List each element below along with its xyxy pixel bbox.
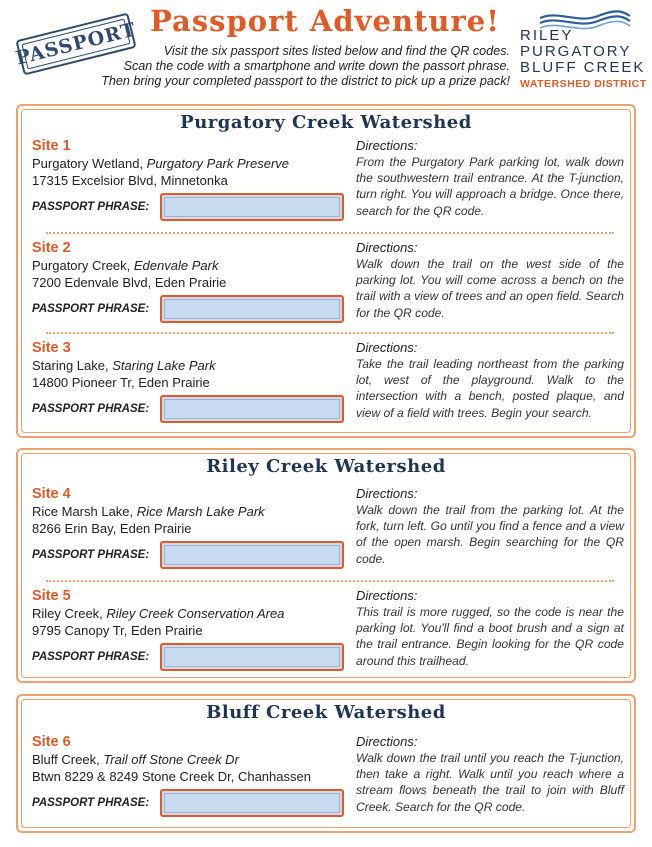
site-name: Purgatory Wetland, Purgatory Park Preserve bbox=[32, 156, 290, 171]
page-header bbox=[0, 0, 652, 100]
section-title: Purgatory Creek Watershed bbox=[180, 112, 472, 133]
phrase-label: PASSPORT PHRASE: bbox=[32, 201, 150, 213]
site-info bbox=[32, 486, 352, 537]
intro-text bbox=[60, 44, 510, 89]
park-name: Trail off Stone Creek Dr bbox=[103, 752, 239, 767]
phrase-row bbox=[32, 294, 344, 324]
site-label: Site 5 bbox=[32, 588, 71, 604]
site-name: Bluff Creek, Trail off Stone Creek Dr bbox=[32, 752, 239, 767]
phrase-label: PASSPORT PHRASE: bbox=[32, 651, 150, 663]
site-info bbox=[32, 734, 352, 785]
phrase-row bbox=[32, 192, 344, 222]
site-info bbox=[32, 340, 352, 391]
site-directions bbox=[356, 734, 624, 815]
section-riley-creek bbox=[16, 448, 636, 683]
directions-text: Walk down the trail until you reach the T-junction, then take a right. Walk until you reach where a stream flows beneath the trail to join with Bluff Creek. Search for the QR code. bbox=[356, 751, 624, 814]
phrase-label: PASSPORT PHRASE: bbox=[32, 549, 150, 561]
site-name: Riley Creek, Riley Creek Conservation Area bbox=[32, 606, 285, 621]
site-directions bbox=[356, 486, 624, 567]
site-info bbox=[32, 240, 352, 291]
logo-purgatory: PURGATORY bbox=[520, 43, 632, 60]
phrase-box bbox=[160, 395, 344, 423]
park-name: Purgatory Park Preserve bbox=[146, 156, 290, 171]
logo-bluff-creek: BLUFF CREEK bbox=[520, 59, 646, 76]
passport-phrase-input[interactable] bbox=[164, 399, 340, 419]
directions-label: Directions: bbox=[356, 486, 418, 501]
section-bluff-creek bbox=[16, 694, 636, 833]
site-directions bbox=[356, 138, 624, 219]
phrase-box bbox=[160, 193, 344, 221]
directions-text: Walk down the trail from the parking lot. At the fork, turn left. Go until you find a fence and a view of the open marsh. Begin searching for the QR code. bbox=[356, 503, 624, 566]
site-address: 8266 Erin Bay, Eden Prairie bbox=[32, 521, 192, 536]
page-title: Passport Adventure! bbox=[150, 4, 500, 38]
site-name: Staring Lake, Staring Lake Park bbox=[32, 358, 216, 373]
intro-line: Visit the six passport sites listed below and find the QR codes. bbox=[163, 44, 510, 58]
site-address: 9795 Canopy Tr, Eden Prairie bbox=[32, 623, 203, 638]
directions-text: This trail is more rugged, so the code is near the parking lot. You'll find a boot brush and a sign at the trail entrance. Begin looking for the QR code around this trailhead. bbox=[356, 605, 624, 668]
site-info bbox=[32, 138, 352, 189]
section-title: Bluff Creek Watershed bbox=[206, 702, 446, 723]
site-name: Purgatory Creek, Edenvale Park bbox=[32, 258, 219, 273]
section-purgatory-creek bbox=[16, 104, 636, 438]
logo-subtitle: WATERSHED DISTRICT bbox=[520, 78, 647, 90]
site-address: 7200 Edenvale Blvd, Eden Prairie bbox=[32, 275, 227, 290]
park-name: Staring Lake Park bbox=[112, 358, 216, 373]
phrase-box bbox=[160, 789, 344, 817]
directions-label: Directions: bbox=[356, 240, 418, 255]
divider bbox=[46, 232, 614, 234]
phrase-row bbox=[32, 642, 344, 672]
directions-text: From the Purgatory Park parking lot, walk down the southwestern trail entrance. At the T-junction, turn right. You will approach a bridge. Once there, search for the QR code. bbox=[356, 155, 624, 218]
phrase-label: PASSPORT PHRASE: bbox=[32, 403, 150, 415]
park-name: Riley Creek Conservation Area bbox=[106, 606, 285, 621]
site-address: 17315 Excelsior Blvd, Minnetonka bbox=[32, 173, 228, 188]
site-address: 14800 Pioneer Tr, Eden Prairie bbox=[32, 375, 210, 390]
directions-label: Directions: bbox=[356, 588, 418, 603]
phrase-label: PASSPORT PHRASE: bbox=[32, 797, 150, 809]
district-logo bbox=[516, 8, 647, 96]
directions-text: Walk down the trail on the west side of the parking lot. You will come across a bench on the trail with a view of trees and an open field. Search for the QR code. bbox=[356, 257, 624, 320]
site-label: Site 4 bbox=[32, 486, 71, 502]
site-directions bbox=[356, 588, 624, 669]
site-directions bbox=[356, 240, 624, 321]
phrase-label: PASSPORT PHRASE: bbox=[32, 303, 150, 315]
passport-phrase-input[interactable] bbox=[164, 197, 340, 217]
site-label: Site 3 bbox=[32, 340, 71, 356]
site-label: Site 2 bbox=[32, 240, 71, 256]
phrase-row bbox=[32, 394, 344, 424]
intro-line: Then bring your completed passport to the district to pick up a prize pack! bbox=[101, 74, 510, 88]
park-name: Edenvale Park bbox=[133, 258, 219, 273]
phrase-box bbox=[160, 541, 344, 569]
site-label: Site 1 bbox=[32, 138, 71, 154]
logo-riley: RILEY bbox=[520, 27, 574, 44]
passport-phrase-input[interactable] bbox=[164, 647, 340, 667]
site-address: Btwn 8229 & 8249 Stone Creek Dr, Chanhassen bbox=[32, 769, 311, 784]
directions-label: Directions: bbox=[356, 340, 418, 355]
park-name: Rice Marsh Lake Park bbox=[136, 504, 265, 519]
directions-label: Directions: bbox=[356, 734, 418, 749]
passport-phrase-input[interactable] bbox=[164, 793, 340, 813]
phrase-row bbox=[32, 788, 344, 818]
site-label: Site 6 bbox=[32, 734, 71, 750]
intro-line: Scan the code with a smartphone and write down the passort phrase. bbox=[123, 59, 510, 73]
divider bbox=[46, 580, 614, 582]
site-info bbox=[32, 588, 352, 639]
stamp-text: PASSPORT bbox=[13, 18, 139, 70]
passport-phrase-input[interactable] bbox=[164, 299, 340, 319]
phrase-box bbox=[160, 643, 344, 671]
phrase-box bbox=[160, 295, 344, 323]
phrase-row bbox=[32, 540, 344, 570]
site-name: Rice Marsh Lake, Rice Marsh Lake Park bbox=[32, 504, 265, 519]
section-title: Riley Creek Watershed bbox=[206, 456, 446, 477]
directions-text: Take the trail leading northeast from the parking lot, west of the playground. Walk to the intersection with a bench, posted plaque, and view of a field with trees. Begin your search. bbox=[356, 357, 624, 420]
divider bbox=[46, 332, 614, 334]
directions-label: Directions: bbox=[356, 138, 418, 153]
site-directions bbox=[356, 340, 624, 421]
passport-phrase-input[interactable] bbox=[164, 545, 340, 565]
